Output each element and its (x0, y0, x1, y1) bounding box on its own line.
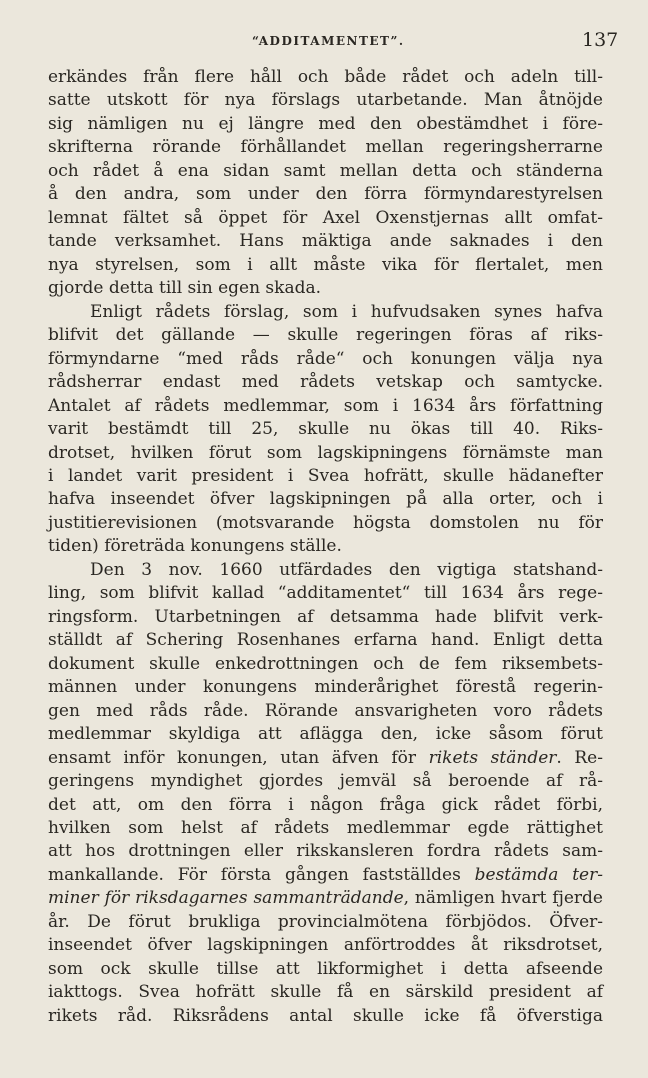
text-run: gen med råds råde. Rörande ansvarigheten voro rådets (48, 700, 603, 721)
text-run: dokument skulle enkedrottningen och de fem riksembets- (48, 653, 603, 674)
text-run: medlemmar skyldiga att aflägga den, icke såsom förut (48, 724, 603, 745)
text-run: rikets råd. Riksrådens antal skulle icke få öfverstiga (48, 1005, 603, 1026)
text-line (48, 418, 603, 441)
text-line (48, 981, 603, 1004)
text-line (48, 136, 603, 159)
text-run: som ock skulle tillse att likformighet i detta afseende (48, 958, 603, 979)
text-run: å den andra, som under den förra förmyndarestyrelsen (48, 184, 603, 205)
text-run: ling, som blifvit kallad “additamentet“ till 1634 års rege- (48, 583, 603, 604)
text-run: . Re- (556, 747, 603, 768)
text-run: hvilken som helst af rådets medlemmar egde rättighet (48, 818, 603, 838)
text-line (48, 324, 603, 347)
text-run: skrifterna rörande förhållandet mellan regeringsherrarne (48, 137, 603, 158)
text-line (48, 606, 603, 629)
text-run: tande verksamhet. Hans mäktiga ande saknades i den (48, 231, 603, 252)
text-line (48, 371, 603, 394)
text-line (48, 113, 603, 136)
text-line (48, 629, 603, 652)
text-run: blifvit det gällande — skulle regeringen föras af riks- (48, 325, 603, 346)
text-run: Antalet af rådets medlemmar, som i 1634 års författning (48, 395, 603, 416)
running-head: “ADDITAMENTET”. (252, 34, 405, 48)
text-run: i landet varit president i Svea hofrätt, skulle hädanefter (48, 465, 603, 486)
text-run: ensamt inför konungen, utan äfven för (48, 747, 429, 768)
text-run: Enligt rådets förslag, som i hufvudsaken synes hafva (90, 301, 603, 322)
text-line (48, 653, 603, 676)
text-line (48, 887, 603, 910)
text-line (48, 911, 603, 934)
text-line (48, 89, 603, 112)
text-run: iakttogs. Svea hofrätt skulle få en särskild president af (48, 982, 603, 1003)
text-run: justitierevisionen (motsvarande högsta domstolen nu för (48, 512, 603, 533)
text-line (48, 723, 603, 746)
text-run: tiden) företräda konungens ställe. (48, 536, 342, 557)
text-line (48, 183, 603, 206)
text-line (48, 348, 603, 371)
text-line (48, 488, 603, 511)
text-line (48, 840, 603, 863)
text-run: nya styrelsen, som i allt måste vika för flertalet, men (48, 254, 603, 275)
text-run: männen under konungens minderårighet förestå regerin- (48, 677, 603, 698)
text-line (48, 817, 603, 840)
text-run: förmyndarne “med råds råde“ och konungen välja nya (48, 348, 603, 369)
text-line (48, 794, 603, 817)
text-line (48, 676, 603, 699)
text-run: hafva inseendet öfver lagskipningen på alla orter, och i (48, 489, 603, 510)
text-run: mankallande. För första gången fastställdes (48, 864, 475, 885)
text-line (48, 465, 603, 488)
text-run: rådsherrar endast med rådets vetskap och samtycke. (48, 372, 603, 393)
text-line (48, 66, 603, 89)
text-line (48, 254, 603, 277)
text-line (48, 934, 603, 957)
text-line (48, 747, 603, 770)
text-line (48, 770, 603, 793)
body-text (48, 66, 603, 1028)
text-run: Den 3 nov. 1660 utfärdades den vigtiga statshand- (90, 559, 603, 580)
text-line (48, 559, 603, 582)
text-line (48, 207, 603, 230)
text-run: gjorde detta till sin egen skada. (48, 278, 322, 299)
text-line (48, 958, 603, 981)
text-line (48, 535, 603, 558)
text-line (48, 864, 603, 887)
page-number: 137 (582, 29, 619, 51)
italic-phrase: bestämda ter- (474, 864, 603, 885)
text-line (48, 582, 603, 605)
italic-phrase: miner för riksdagarnes sammanträdande (48, 888, 404, 909)
text-run: sig nämligen nu ej längre med den obestämdhet i före- (48, 113, 603, 134)
text-run: erkändes från flere håll och både rådet och adeln till- (48, 67, 603, 87)
text-line (48, 301, 603, 324)
text-line (48, 1005, 603, 1028)
text-run: geringens myndighet gjordes jemväl så beroende af rå- (48, 771, 603, 792)
text-line (48, 512, 603, 535)
text-line (48, 700, 603, 723)
text-run: drotset, hvilken förut som lagskipningens förnämste man (48, 442, 603, 463)
text-run: ringsform. Utarbetningen af detsamma hade blifvit verk- (48, 606, 603, 627)
text-line (48, 277, 603, 300)
italic-phrase: rikets ständer (428, 747, 557, 768)
text-line (48, 160, 603, 183)
text-run: lemnat fältet så öppet för Axel Oxenstjernas allt omfat- (48, 207, 603, 228)
text-line (48, 230, 603, 253)
text-run: satte utskott för nya förslags utarbetande. Man åtnöjde (48, 90, 603, 111)
text-run: år. De förut brukliga provincialmötena förbjödos. Öfver- (48, 911, 603, 932)
text-line (48, 442, 603, 465)
text-run: det att, om den förra i någon fråga gick rådet förbi, (48, 794, 603, 815)
text-line (48, 395, 603, 418)
text-run: att hos drottningen eller rikskansleren fordra rådets sam- (48, 841, 603, 862)
text-run: ställdt af Schering Rosenhanes erfarna hand. Enligt detta (48, 630, 603, 651)
text-run: och rådet å ena sidan samt mellan detta och ständerna (48, 160, 603, 181)
text-run: , nämligen hvart fjerde (403, 888, 603, 909)
text-run: inseendet öfver lagskipningen anförtroddes åt riksdrotset, (48, 935, 603, 956)
text-run: varit bestämdt till 25, skulle nu ökas till 40. Riks- (48, 419, 603, 440)
